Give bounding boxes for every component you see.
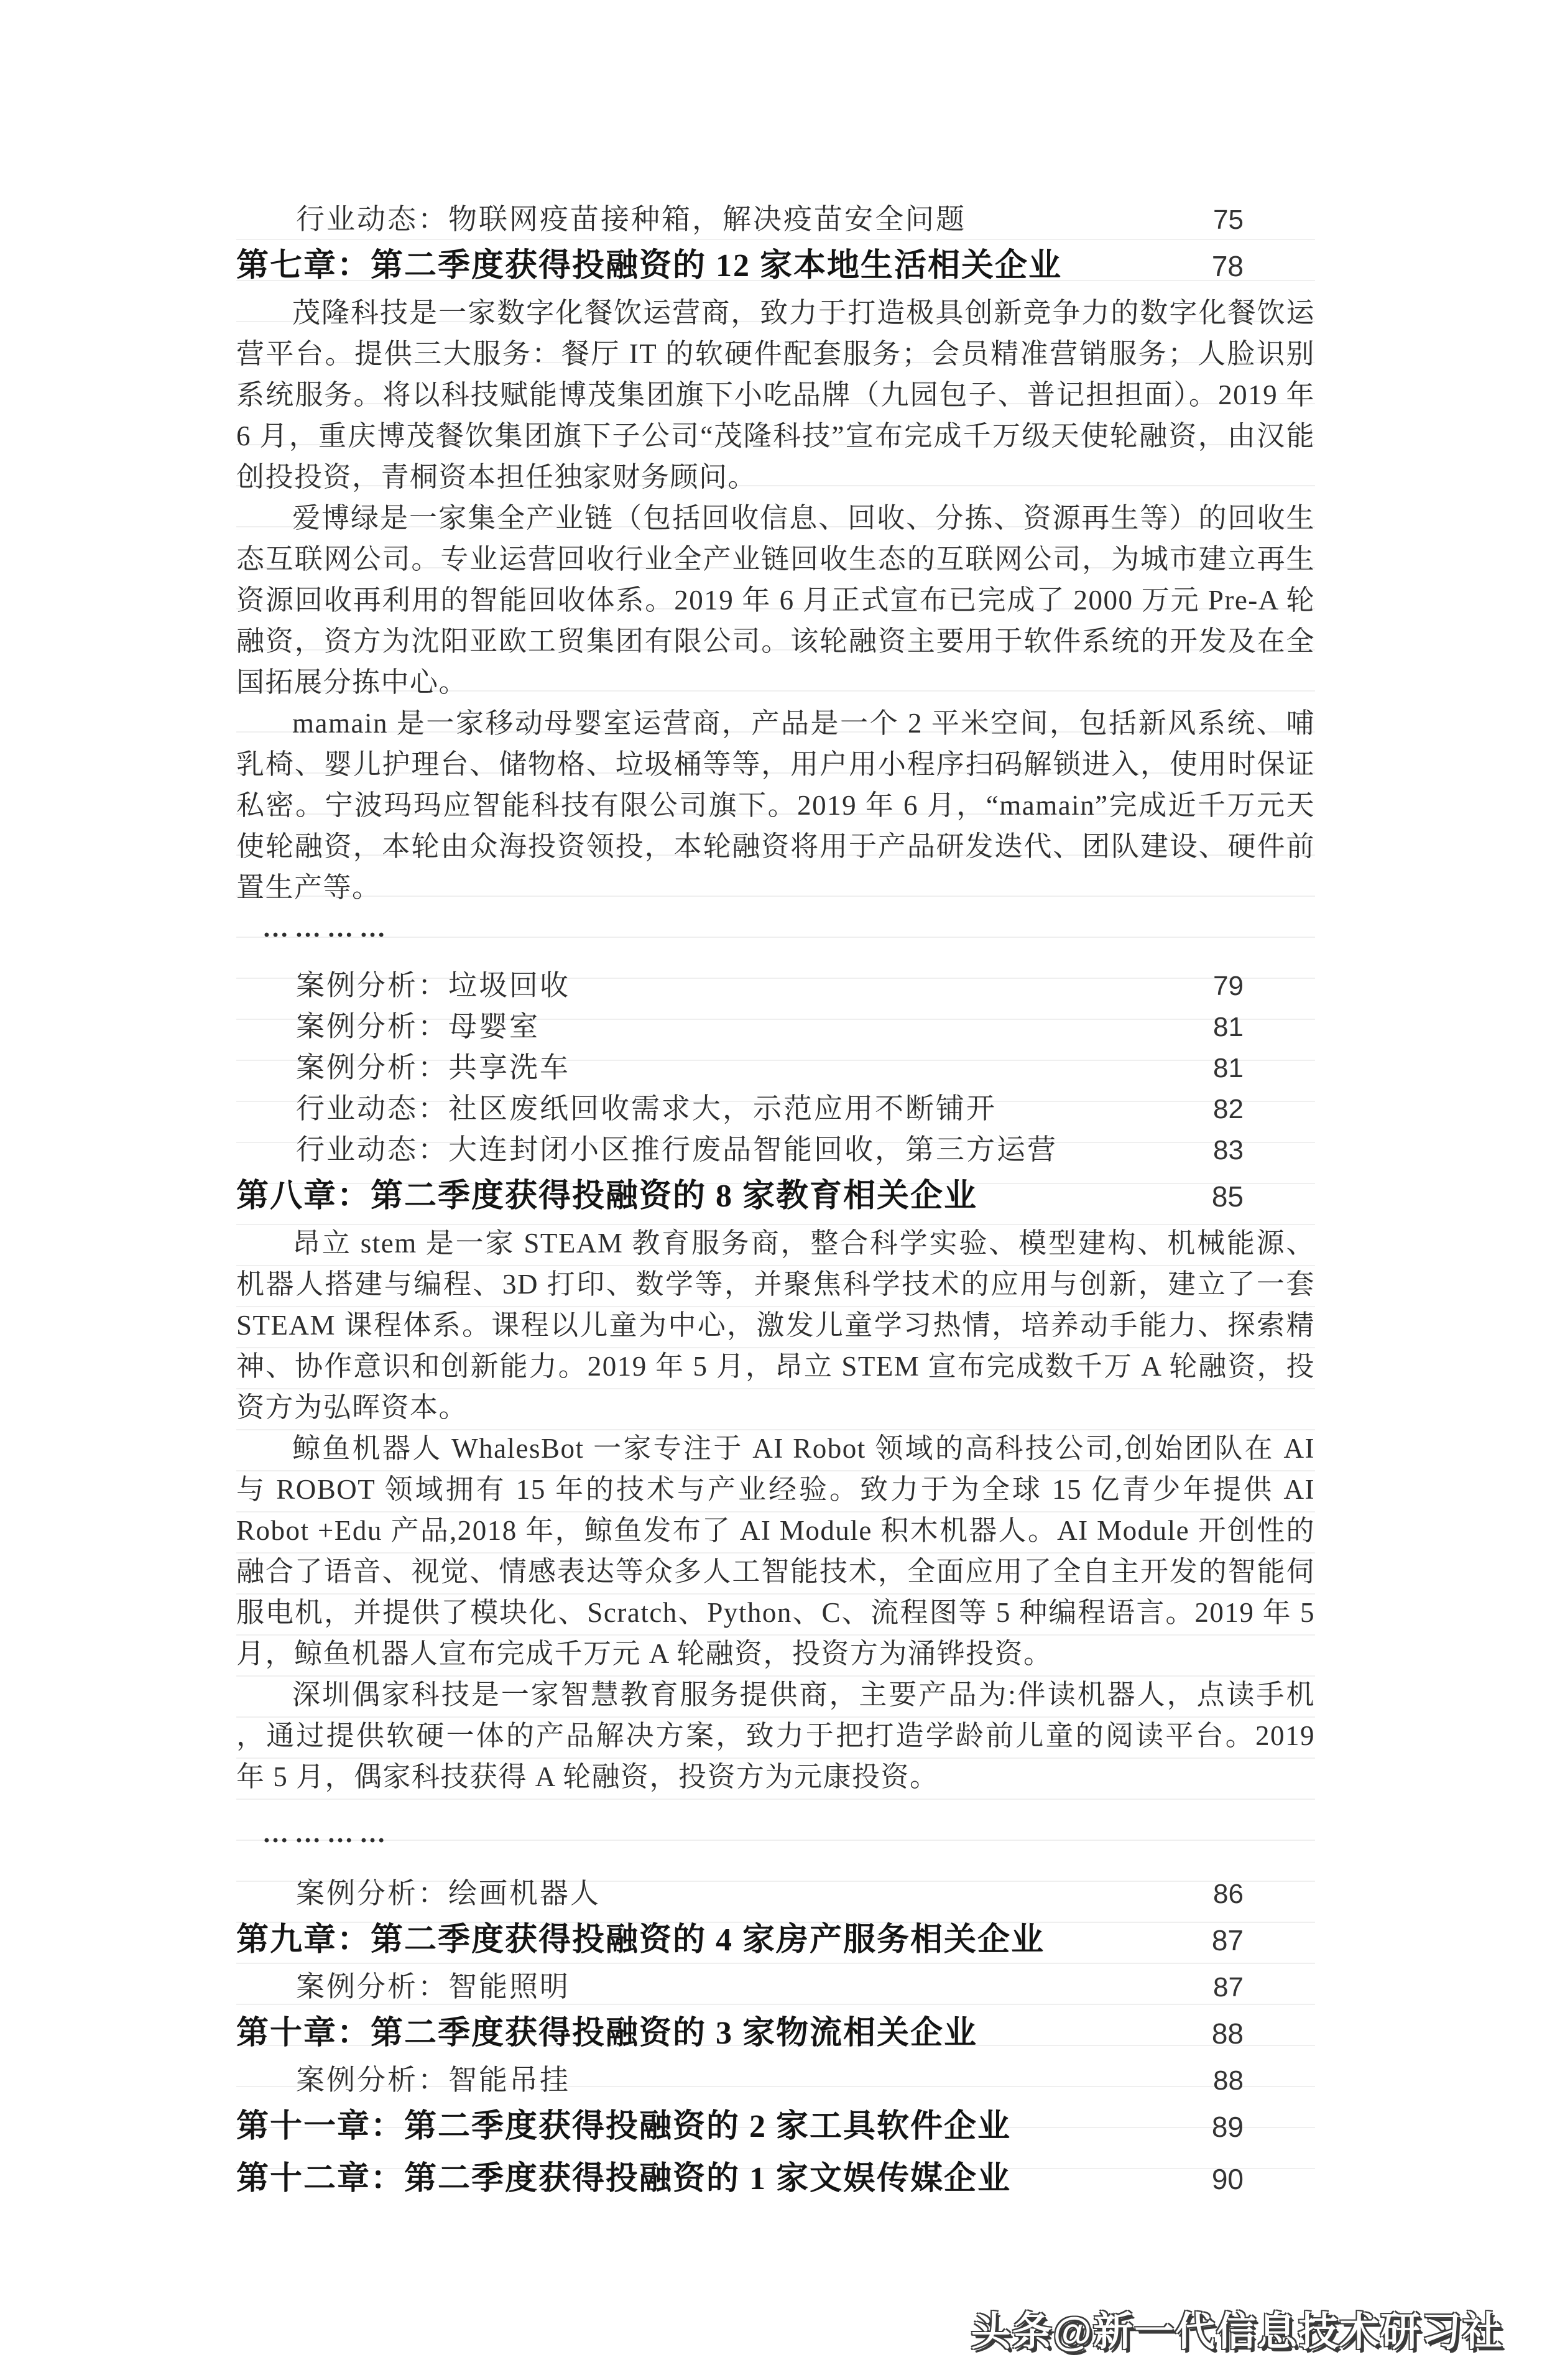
toc-entry-label: 案例分析：母婴室 (296, 1011, 540, 1042)
toc-entry-label: 案例分析：智能照明 (296, 1971, 570, 2003)
toc-entry-label: 案例分析：智能吊挂 (296, 2064, 570, 2096)
toc-entry (236, 1129, 1315, 1170)
toc-entry (236, 1006, 1315, 1047)
chapter-page: 87 (1211, 1924, 1244, 1956)
toc-entry-label: 案例分析：绘画机器人 (296, 1878, 601, 1909)
toc-entry-page: 79 (1213, 971, 1244, 1001)
chapter-7-heading (236, 240, 1315, 292)
toc-entry (236, 1873, 1315, 1914)
chapter-title: 第十二章：第二季度获得投融资的 1 家文娱传媒企业 (236, 2161, 1012, 2197)
toc-entry-page: 88 (1213, 2065, 1244, 2096)
toc-entry-page: 82 (1213, 1094, 1244, 1124)
toc-entry (236, 199, 1315, 240)
chapter-10-heading (236, 2007, 1315, 2060)
toc-entry-page: 75 (1213, 205, 1244, 235)
chapter-title: 第十一章：第二季度获得投融资的 2 家工具软件企业 (236, 2109, 1012, 2144)
ellipsis-row: ………… (262, 914, 392, 943)
toc-entry-page: 87 (1213, 1972, 1244, 2003)
toc-entry (236, 1047, 1315, 1088)
toc-entry-label: 行业动态：物联网疫苗接种箱，解决疫苗安全问题 (296, 203, 966, 235)
toc-entry-label: 行业动态：大连封闭小区推行废品智能回收，第三方运营 (296, 1134, 1058, 1165)
toc-entry-page: 86 (1213, 1879, 1244, 1909)
chapter-title: 第九章：第二季度获得投融资的 4 家房产服务相关企业 (236, 1922, 1045, 1958)
document-page (0, 199, 1542, 2380)
body-paragraph: 爱博绿是一家集全产业链（包括回收信息、回收、分拣、资源再生等）的回收生态互联网公司。专业运营回收行业全产业链回收生态的互联网公司，为城市建立再生资源回收再利用的智能回收体系。2019 年 6 月正式宣布已完成了 2000 万元 Pre-A 轮融资，资方为沈阳亚欧工贸集团有限公司。该轮融资主要用于软件系统的开发及在全国拓展分拣中心。 (236, 502, 1315, 698)
toc-entry-page: 81 (1213, 1053, 1244, 1083)
toc-entry-label: 案例分析：垃圾回收 (296, 970, 570, 1001)
chapter-11-heading (236, 2101, 1315, 2153)
chapter-title: 第八章：第二季度获得投融资的 8 家教育相关企业 (236, 1178, 978, 1214)
body-paragraph: 鲸鱼机器人 WhalesBot 一家专注于 AI Robot 领域的高科技公司,创始团队在 AI 与 ROBOT 领域拥有 15 年的技术与产业经验。致力于为全球 15 亿青少年提供 AI Robot +Edu 产品,2018 年，鲸鱼发布了 AI Module 积木机器人。AI Module 开创性的融合了语音、视觉、情感表达等众多人工智能技术，全面应用了全自主开发的智能伺服电机，并提供了模块化、Scratch、Python、C、流程图等 5 种编程语言。2019 年 5 月，鲸鱼机器人宣布完成千万元 A 轮融资，投资方为涌铧投资。 (236, 1433, 1315, 1669)
chapter-9-heading (236, 1914, 1315, 1966)
chapter-page: 85 (1211, 1180, 1244, 1213)
body-paragraph: 茂隆科技是一家数字化餐饮运营商，致力于打造极具创新竞争力的数字化餐饮运营平台。提供三大服务：餐厅 IT 的软硬件配套服务；会员精准营销服务；人脸识别系统服务。将以科技赋能博茂集团旗下小吃品牌（九园包子、普记担担面）。2019 年 6 月，重庆博茂餐饮集团旗下子公司“茂隆科技”宣布完成千万级天使轮融资，由汉能创投投资，青桐资本担任独家财务顾问。 (236, 297, 1315, 493)
body-paragraph: mamain 是一家移动母婴室运营商，产品是一个 2 平米空间，包括新风系统、哺乳椅、婴儿护理台、储物格、垃圾桶等等，用户用小程序扫码解锁进入，使用时保证私密。宁波玛玛应智能科技有限公司旗下。2019 年 6 月，“mamain”完成近千万元天使轮融资，本轮由众海投资领投，本轮融资将用于产品研发迭代、团队建设、硬件前置生产等。 (236, 708, 1315, 903)
toc-entry (236, 1966, 1315, 2007)
toc-entry-page: 83 (1213, 1135, 1244, 1165)
body-paragraph: 深圳偶家科技是一家智慧教育服务提供商，主要产品为:伴读机器人，点读手机 ，通过提供软硬一体的产品解决方案，致力于把打造学龄前儿童的阅读平台。2019 年 5 月，偶家科技获得 A 轮融资，投资方为元康投资。 (236, 1679, 1315, 1792)
toc-entry (236, 2060, 1315, 2101)
toc-entry-page: 81 (1213, 1012, 1244, 1042)
body-paragraph: 昂立 stem 是一家 STEAM 教育服务商，整合科学实验、模型建构、机械能源、机器人搭建与编程、3D 打印、数学等，并聚焦科学技术的应用与创新，建立了一套 STEAM 课程体系。课程以儿童为中心，激发儿童学习热情，培养动手能力、探索精神、协作意识和创新能力。2019 年 5 月，昂立 STEM 宣布完成数千万 A 轮融资，投资方为弘晖资本。 (236, 1228, 1315, 1423)
chapter-title: 第十章：第二季度获得投融资的 3 家物流相关企业 (236, 2016, 978, 2051)
chapter-page: 78 (1211, 250, 1244, 282)
chapter-page: 90 (1211, 2163, 1244, 2195)
chapter-12-heading (236, 2153, 1315, 2205)
toc-entry (236, 965, 1315, 1006)
toc-entry (236, 1088, 1315, 1129)
chapter-page: 88 (1211, 2017, 1244, 2050)
chapter-8-heading (236, 1170, 1315, 1223)
watermark: 头条@新一代信息技术研习社 (971, 2309, 1503, 2354)
chapter-title: 第七章：第二季度获得投融资的 12 家本地生活相关企业 (236, 248, 1063, 284)
toc-entry-label: 行业动态：社区废纸回收需求大，示范应用不断铺开 (296, 1093, 997, 1124)
toc-entry-label: 案例分析：共享洗车 (296, 1052, 570, 1083)
page-content (236, 199, 1315, 2205)
ellipsis-row: ………… (262, 1820, 392, 1848)
chapter-page: 89 (1211, 2111, 1244, 2143)
